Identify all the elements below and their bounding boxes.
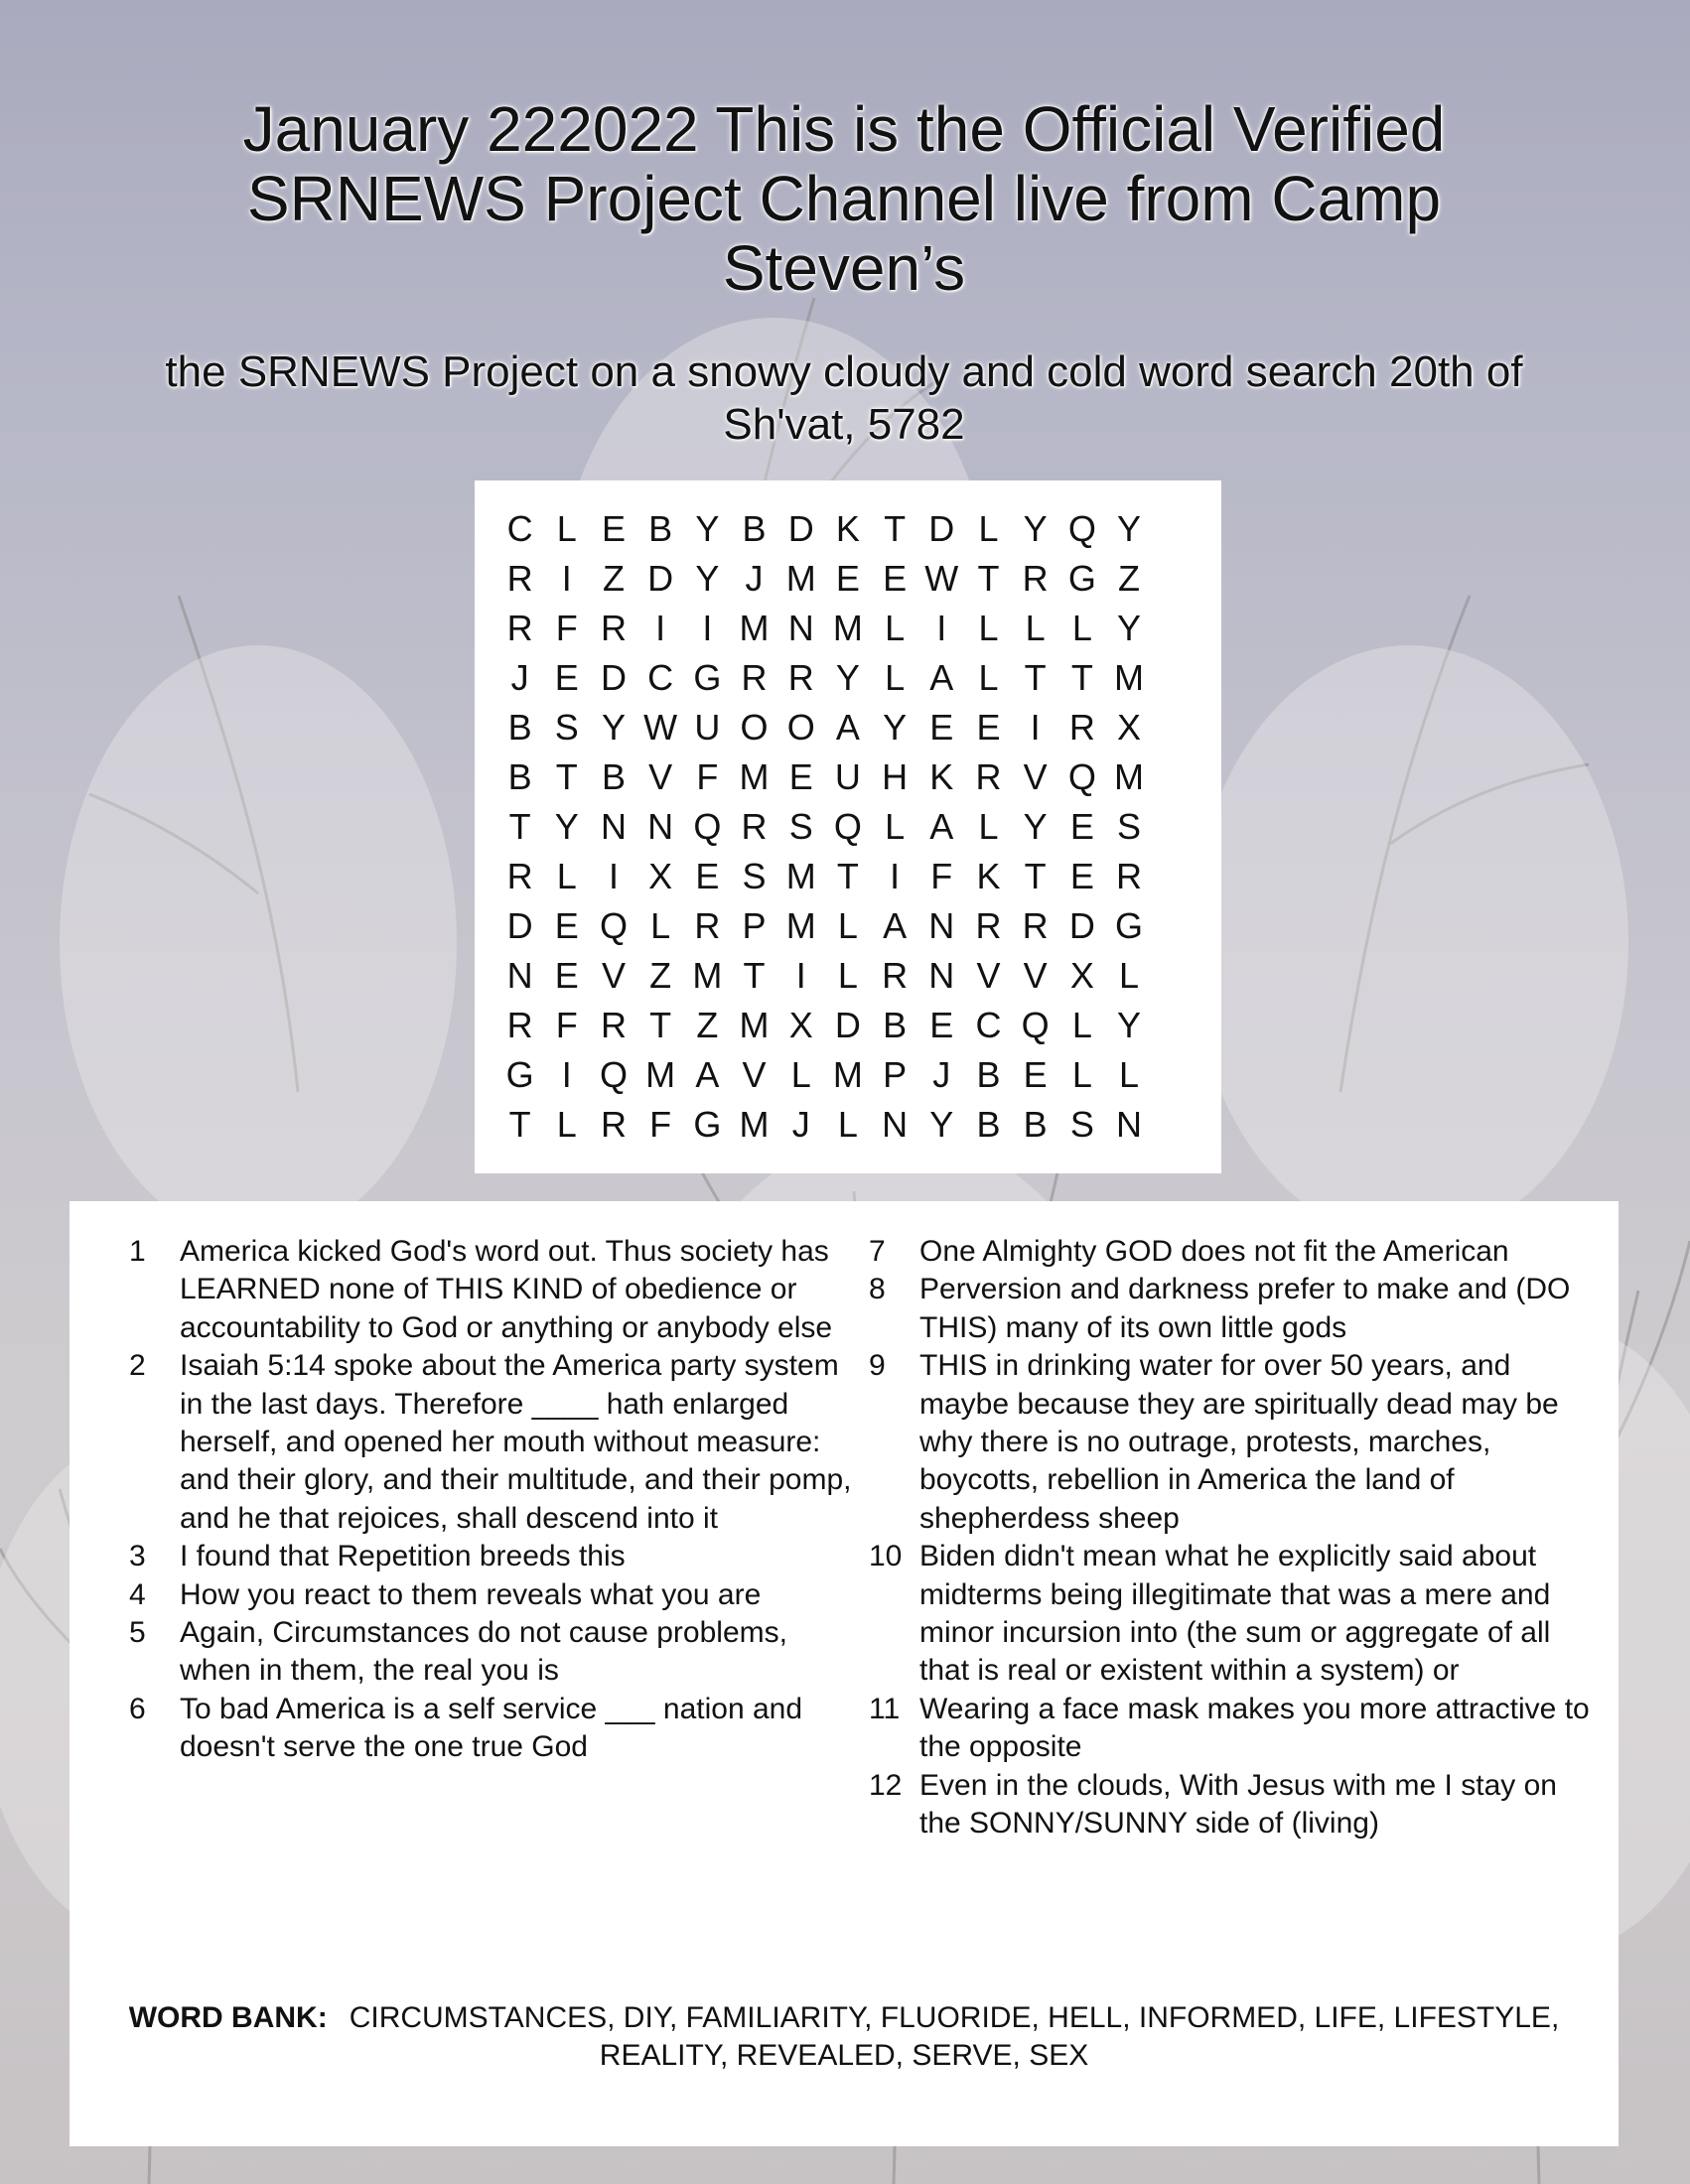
word-search-grid-panel [475,480,1221,1173]
clue-item [869,1347,1604,1538]
grid-letter: Y [1117,508,1142,549]
grid-letter: B [648,508,673,549]
grid-letter: Q [833,806,862,847]
grid-letter: L [1119,955,1140,996]
grid-letter: Y [1117,608,1142,648]
grid-letter: V [601,955,626,996]
grid-letter: B [507,707,532,748]
grid-letter: L [837,905,858,946]
clue-number: 10 [869,1540,903,1573]
grid-letter: A [835,707,860,748]
clue-item [869,1691,1604,1767]
clue-item [129,1576,864,1614]
clue-text: Biden didn't mean what he explicitly said about midterms being illegitimate that was a mere and minor incursion into (the sum or aggregate of all that is real or existent within a system) or [919,1540,1551,1688]
grid-letter: S [742,856,767,896]
word-bank-words: CIRCUMSTANCES, DIY, FAMILIARITY, FLUORIDE, HELL, INFORMED, LIFE, LIFESTYLE, REALITY, REVEALED, SERVE, SEX [349,2001,1560,2072]
grid-letter: R [694,905,721,946]
grid-letter: M [739,756,770,797]
grid-letter: S [788,806,813,847]
grid-letter: N [882,1104,909,1145]
grid-letter: K [976,856,1001,896]
grid-letter: P [742,905,767,946]
grid-letter: F [555,1005,578,1045]
grid-letter: Q [599,1054,628,1095]
grid-letter: L [790,1054,811,1095]
grid-letter: L [1119,1054,1140,1095]
clue-number: 9 [869,1349,886,1383]
grid-letter: E [883,558,908,599]
grid-letter: O [786,707,815,748]
clue-number: 4 [129,1577,146,1611]
grid-letter: D [787,508,814,549]
grid-letter: R [506,1005,533,1045]
grid-letter: E [835,558,860,599]
grid-letter: L [885,608,906,648]
grid-letter: T [743,955,766,996]
grid-letter: X [788,1005,813,1045]
grid-letter: R [882,955,909,996]
grid-letter: E [554,955,579,996]
grid-letter: B [742,508,767,549]
grid-letter: Q [693,806,722,847]
grid-letter: T [1024,657,1047,698]
grid-letter: B [976,1054,1001,1095]
clue-number: 7 [869,1235,886,1268]
grid-letter: R [506,856,533,896]
grid-letter: Y [1023,508,1048,549]
grid-letter: H [882,756,909,797]
grid-letter: W [643,707,678,748]
grid-letter: L [1071,1054,1092,1095]
grid-letter: Y [601,707,626,748]
clue-text: How you react to them reveals what you are [180,1577,762,1611]
grid-letter: L [837,1104,858,1145]
grid-letter: M [692,955,723,996]
grid-letter: T [977,558,1000,599]
grid-letter: L [556,1104,577,1145]
grid-letter: Y [883,707,908,748]
grid-letter: F [555,608,578,648]
clue-text: Even in the clouds, With Jesus with me I stay on the SONNY/SUNNY side of (living) [919,1768,1557,1841]
clue-item [129,1347,864,1538]
grid-letter: L [978,806,999,847]
grid-letter: R [506,558,533,599]
grid-row [496,1050,1153,1100]
grid-letter: T [508,806,531,847]
grid-letter: Y [554,806,579,847]
word-bank-label: WORD BANK: [128,2001,328,2034]
grid-letter: R [1068,707,1095,748]
grid-row [496,554,1153,604]
grid-letter: B [1023,1104,1048,1145]
grid-letter: T [508,1104,531,1145]
grid-letter: R [600,1005,627,1045]
grid-letter: E [601,508,626,549]
grid-letter: Y [1117,1005,1142,1045]
grid-letter: N [787,608,814,648]
grid-letter: V [1023,756,1048,797]
grid-letter: V [976,955,1001,996]
grid-row [496,1001,1153,1050]
clue-text: I found that Repetition breeds this [180,1540,626,1573]
grid-letter: U [834,756,861,797]
grid-letter: Q [1067,508,1096,549]
grid-letter: J [932,1054,951,1095]
grid-letter: A [883,905,908,946]
grid-letter: X [1069,955,1094,996]
grid-letter: Y [695,508,720,549]
grid-letter: I [890,856,901,896]
grid-letter: I [655,608,666,648]
clue-item [129,1233,864,1347]
grid-letter: R [600,1104,627,1145]
grid-letter: Q [599,905,628,946]
grid-letter: M [785,558,816,599]
clue-text: Again, Circumstances do not cause problems, when in them, the real you is [180,1616,787,1688]
grid-letter: G [1115,905,1144,946]
grid-letter: E [929,707,954,748]
grid-letter: L [556,856,577,896]
clue-text: Isaiah 5:14 spoke about the America party system in the last days. Therefore ____ hath enlarged herself, and opened her mouth without measure: and their glory, and their multitude, and their pomp, and he that rejoices, shall descend into it [180,1349,852,1535]
clue-text: Perversion and darkness prefer to make and (DO THIS) many of its own little gods [919,1273,1571,1344]
grid-letter: U [694,707,721,748]
clue-item [129,1614,864,1691]
clue-number: 11 [869,1692,901,1725]
grid-row [496,504,1153,554]
grid-letter: D [600,657,627,698]
grid-letter: L [885,657,906,698]
grid-letter: T [1070,657,1093,698]
grid-letter: D [506,905,533,946]
grid-letter: E [976,707,1001,748]
grid-letter: C [647,657,674,698]
grid-letter: M [739,1005,770,1045]
grid-letter: T [836,856,859,896]
grid-letter: I [561,558,572,599]
grid-letter: N [1116,1104,1143,1145]
grid-letter: D [647,558,674,599]
grid-letter: G [693,657,722,698]
grid-letter: E [554,657,579,698]
grid-letter: L [978,608,999,648]
grid-letter: G [693,1104,722,1145]
grid-letter: C [975,1005,1002,1045]
clue-text: Wearing a face mask makes you more attractive to the opposite [919,1692,1590,1764]
grid-row [496,604,1153,653]
grid-letter: L [978,508,999,549]
grid-letter: J [791,1104,810,1145]
grid-row [496,802,1153,852]
clue-text: To bad America is a self service ___ nation and doesn't serve the one true God [180,1692,803,1764]
grid-letter: S [1117,806,1142,847]
grid-row [496,653,1153,703]
grid-letter: I [608,856,619,896]
grid-letter: C [506,508,533,549]
grid-row [496,703,1153,752]
page-title: January 222022 This is the Official Verified SRNEWS Project Channel live from Camp Steven’s [242,93,1446,304]
grid-letter: S [554,707,579,748]
clue-item [869,1233,1604,1271]
grid-letter: M [785,856,816,896]
clue-text: America kicked God's word out. Thus society has LEARNED none of THIS KIND of obedience or accountability to God or anything or anybody else [180,1235,833,1344]
grid-letter: M [645,1054,676,1095]
grid-letter: R [1116,856,1143,896]
grid-letter: K [835,508,860,549]
grid-letter: R [1022,905,1049,946]
clue-number: 2 [129,1349,146,1383]
grid-letter: I [1030,707,1041,748]
clue-number: 5 [129,1616,146,1650]
grid-letter: L [885,806,906,847]
grid-letter: Z [602,558,625,599]
grid-letter: Z [649,955,672,996]
grid-letter: A [929,657,954,698]
word-bank [109,1999,1579,2075]
grid-letter: B [507,756,532,797]
grid-letter: E [929,1005,954,1045]
grid-letter: E [1069,856,1094,896]
grid-letter: L [978,657,999,698]
grid-letter: N [600,806,627,847]
clue-item [869,1767,1604,1843]
grid-letter: R [787,657,814,698]
grid-letter: Z [696,1005,719,1045]
grid-letter: K [929,756,954,797]
grid-letter: R [975,756,1002,797]
grid-letter: Y [1023,806,1048,847]
grid-letter: R [741,806,768,847]
grid-letter: T [555,756,578,797]
clue-item [869,1271,1604,1347]
grid-letter: X [1117,707,1142,748]
clue-item [129,1538,864,1575]
grid-row [496,901,1153,951]
grid-letter: R [975,905,1002,946]
grid-letter: X [648,856,673,896]
grid-letter: E [788,756,813,797]
clues-left-column [129,1233,864,1767]
grid-letter: L [1071,1005,1092,1045]
clues-right-column [869,1233,1604,1843]
grid-letter: F [649,1104,672,1145]
grid-letter: I [936,608,947,648]
grid-letter: B [976,1104,1001,1145]
clue-number: 6 [129,1692,146,1725]
grid-letter: M [785,905,816,946]
grid-letter: L [1071,608,1092,648]
grid-letter: Z [1118,558,1141,599]
grid-letter: E [695,856,720,896]
grid-letter: D [834,1005,861,1045]
grid-letter: I [702,608,713,648]
clue-number: 8 [869,1273,886,1306]
grid-letter: J [745,558,764,599]
grid-letter: F [696,756,719,797]
grid-letter: B [601,756,626,797]
grid-letter: L [837,955,858,996]
word-search-grid [496,504,1153,1150]
page-subtitle: the SRNEWS Project on a snowy cloudy and cold word search 20th of Sh'vat, 5782 [165,347,1523,449]
grid-letter: L [650,905,671,946]
clue-text: THIS in drinking water for over 50 years, and maybe because they are spiritually dead may be why there is no outrage, protests, marches, boycotts, rebellion in America the land of shepherdess sheep [919,1349,1559,1535]
grid-letter: N [506,955,533,996]
grid-row [496,752,1153,802]
clues-panel [70,1201,1619,2146]
grid-letter: A [695,1054,720,1095]
clue-item [869,1538,1604,1691]
grid-letter: R [600,608,627,648]
clue-number: 12 [869,1768,903,1802]
grid-letter: Y [929,1104,954,1145]
grid-letter: P [883,1054,908,1095]
grid-letter: V [648,756,673,797]
grid-row [496,852,1153,901]
clue-number: 1 [129,1235,146,1268]
grid-letter: E [1069,806,1094,847]
grid-row [496,951,1153,1001]
grid-letter: N [928,955,955,996]
grid-letter: Y [695,558,720,599]
grid-letter: D [1068,905,1095,946]
grid-letter: L [1025,608,1046,648]
grid-letter: N [928,905,955,946]
grid-letter: Q [1021,1005,1050,1045]
grid-letter: B [883,1005,908,1045]
grid-letter: I [795,955,806,996]
grid-letter: W [924,558,959,599]
grid-letter: O [740,707,769,748]
grid-letter: E [554,905,579,946]
grid-letter: V [742,1054,767,1095]
grid-letter: J [510,657,529,698]
clue-number: 3 [129,1540,146,1573]
grid-letter: D [928,508,955,549]
grid-letter: N [647,806,674,847]
clue-text: One Almighty GOD does not fit the American [919,1235,1509,1268]
grid-letter: R [506,608,533,648]
grid-letter: I [561,1054,572,1095]
grid-letter: F [930,856,953,896]
grid-letter: Y [835,657,860,698]
grid-letter: S [1069,1104,1094,1145]
grid-letter: T [884,508,907,549]
grid-letter: M [1114,657,1145,698]
clue-item [129,1691,864,1767]
grid-letter: T [1024,856,1047,896]
grid-letter: L [556,508,577,549]
grid-letter: M [832,1054,863,1095]
grid-letter: M [832,608,863,648]
grid-letter: M [1114,756,1145,797]
grid-letter: G [505,1054,534,1095]
grid-letter: E [1023,1054,1048,1095]
grid-letter: Q [1067,756,1096,797]
grid-letter: T [649,1005,672,1045]
grid-letter: M [739,608,770,648]
grid-letter: M [739,1104,770,1145]
grid-letter: A [929,806,954,847]
grid-row [496,1100,1153,1150]
grid-letter: G [1067,558,1096,599]
grid-letter: V [1023,955,1048,996]
grid-letter: R [1022,558,1049,599]
grid-letter: R [741,657,768,698]
